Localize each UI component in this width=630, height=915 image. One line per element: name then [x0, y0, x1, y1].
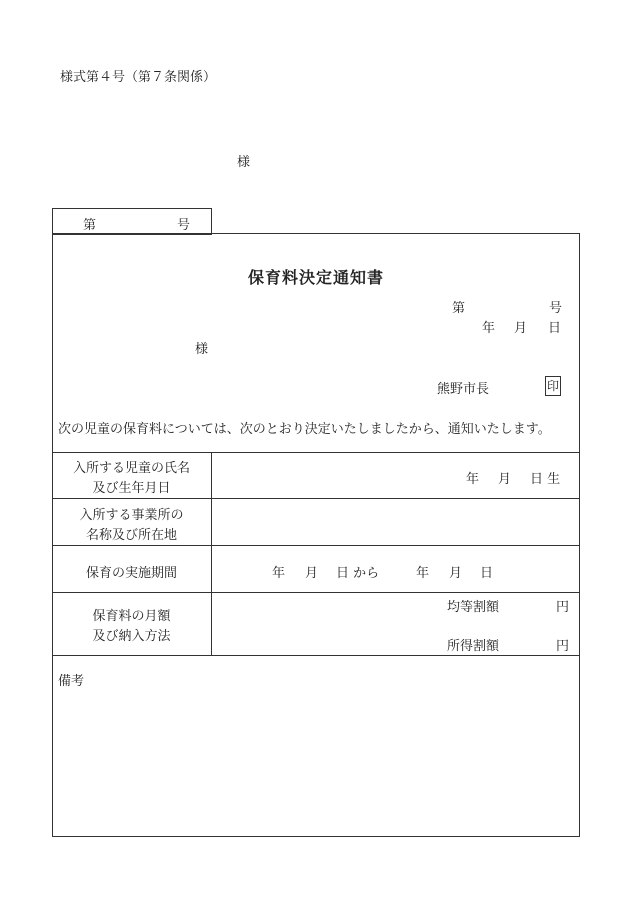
child-label-line2: 及び生年月日	[92, 481, 171, 496]
remarks-label: 備考	[58, 674, 85, 689]
date-day: 日	[548, 321, 562, 336]
period-label: 保育の実施期間	[85, 566, 177, 581]
number-box	[52, 208, 212, 235]
table-line-2	[52, 498, 580, 499]
birth-year: 年	[466, 472, 480, 487]
period-start-year: 年	[272, 566, 286, 581]
fee-label-line1: 保育料の月額	[92, 609, 171, 624]
child-label-line1: 入所する児童の氏名	[72, 461, 190, 476]
date-year: 年	[482, 321, 496, 336]
facility-label-line2: 名称及び所在地	[85, 528, 177, 543]
income-share-yen: 円	[556, 639, 570, 654]
income-share-label: 所得割額	[447, 639, 500, 654]
period-end-month: 月	[449, 566, 463, 581]
birth-day: 日 生	[530, 472, 561, 487]
equal-share-yen: 円	[556, 600, 570, 615]
birth-month: 月	[498, 472, 512, 487]
period-end-day: 日	[480, 566, 494, 581]
table-line-3	[52, 545, 580, 546]
equal-share-label: 均等割額	[447, 600, 500, 615]
mayor-title: 熊野市長	[437, 382, 490, 397]
number-box-dai: 第	[83, 218, 97, 233]
period-start-month: 月	[305, 566, 319, 581]
header-dai: 第	[452, 301, 466, 316]
table-column-divider	[211, 452, 212, 655]
seal-mark: 印	[545, 376, 561, 396]
number-box-go: 号	[177, 218, 191, 233]
period-end-year: 年	[416, 566, 430, 581]
addressee-top-sama: 様	[237, 155, 251, 170]
table-line-1	[52, 452, 580, 453]
facility-label-line1: 入所する事業所の	[79, 508, 184, 523]
document-title: 保育料決定通知書	[247, 268, 384, 287]
form-label: 様式第４号（第７条関係）	[60, 70, 217, 85]
addressee-inner-sama: 様	[195, 342, 209, 357]
intro-sentence: 次の児童の保育料については、次のとおり決定いたしましたから、通知いたします。	[58, 422, 551, 437]
period-start-day: 日 から	[336, 566, 380, 581]
date-month: 月	[514, 321, 528, 336]
fee-label-line2: 及び納入方法	[92, 629, 171, 644]
header-go: 号	[549, 301, 563, 316]
table-line-4	[52, 592, 580, 593]
table-line-5	[52, 655, 580, 656]
